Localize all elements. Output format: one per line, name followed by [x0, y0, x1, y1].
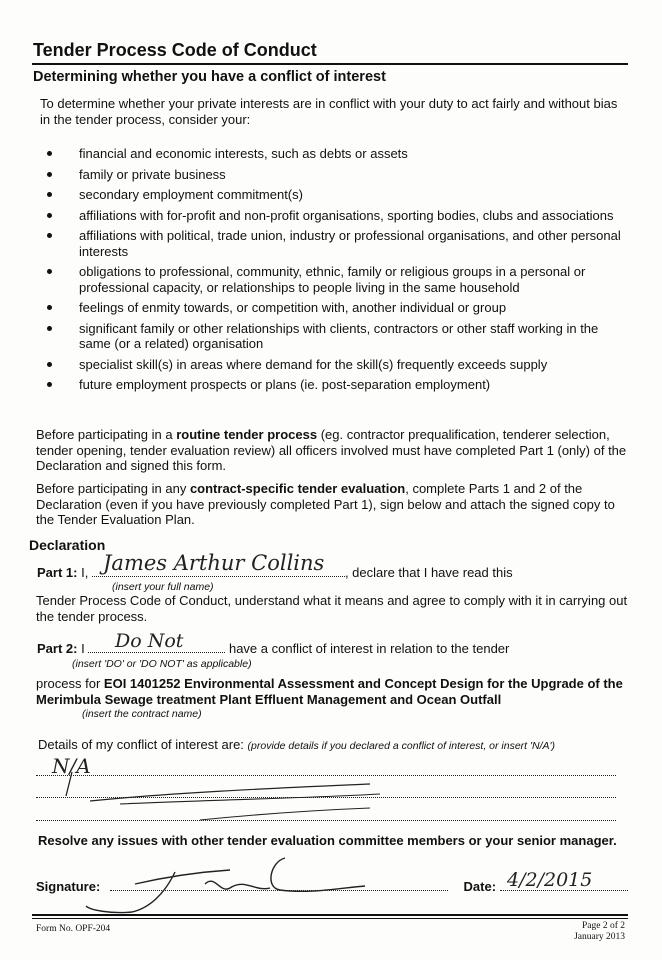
bullet-icon — [47, 362, 52, 367]
part1-continuation: Tender Process Code of Conduct, understand what it means and agree to comply with it in carrying out the tender process. — [36, 593, 628, 624]
bullet-icon — [47, 326, 52, 331]
bullet-icon — [47, 172, 52, 177]
declaration-heading: Declaration — [29, 537, 106, 553]
list-item: financial and economic interests, such as debts or assets — [40, 146, 630, 162]
list-item: affiliations with for-profit and non-profit organisations, sporting bodies, clubs and associations — [40, 208, 630, 224]
bullet-icon — [47, 233, 52, 238]
bullet-icon — [47, 305, 52, 310]
part2-line: Part 2: I have a conflict of interest in relation to the tender — [37, 641, 510, 656]
bullet-icon — [47, 269, 52, 274]
list-item: significant family or other relationships with clients, contractors or other staff working in the same (or a related) organisation — [40, 321, 630, 352]
footer-rule — [32, 914, 628, 916]
list-item: family or private business — [40, 167, 630, 183]
bullet-icon — [47, 151, 52, 156]
part2-label: Part 2: — [37, 641, 78, 656]
handwritten-date: 4/2/2015 — [507, 869, 593, 891]
contract-name-hint: (insert the contract name) — [82, 708, 202, 720]
resolve-instruction: Resolve any issues with other tender evaluation committee members or your senior manager. — [38, 833, 617, 848]
signature-label: Signature: — [36, 879, 101, 894]
handwritten-do-not: Do Not — [115, 630, 184, 652]
title-rule — [32, 63, 628, 65]
page-number: Page 2 of 2 — [581, 921, 625, 931]
list-item: obligations to professional, community, ethnic, family or religious groups in a personal or professional capacity, or relationships to people living in the same household — [40, 264, 630, 295]
revision-date: January 2013 — [574, 932, 625, 942]
handwritten-name: James Arthur Collins — [103, 551, 325, 575]
part1-line: Part 1: I, , declare that I have read this — [37, 565, 513, 580]
part1-label: Part 1: — [37, 565, 78, 580]
bullet-icon — [47, 192, 52, 197]
intro-paragraph: To determine whether your private interests are in conflict with your duty to act fairly and without bias in the tender process, consider your: — [40, 96, 618, 127]
section-subtitle: Determining whether you have a conflict of interest — [33, 69, 386, 85]
details-line: Details of my conflict of interest are: (provide details if you declared a conflict of interest, or insert 'N/A') — [38, 737, 556, 752]
bullet-icon — [47, 213, 52, 218]
list-item: affiliations with political, trade union, industry or professional organisations, and other personal interests — [40, 228, 630, 259]
handwritten-na: N/A — [52, 754, 91, 778]
form-number: Form No. OPF-204 — [36, 924, 111, 934]
conflict-bullet-list — [40, 146, 630, 398]
list-item: secondary employment commitment(s) — [40, 187, 630, 203]
list-item: future employment prospects or plans (ie. post-separation employment) — [40, 377, 630, 393]
page-info — [540, 921, 625, 943]
footer-rule-thin — [32, 918, 628, 919]
tender-process-name: process for EOI 1401252 Environmental Assessment and Concept Design for the Upgrade of the Merimbula Sewage treatment Plant Effluent Management and Ocean Outfall — [36, 676, 623, 707]
do-not-hint: (insert 'DO' or 'DO NOT' as applicable) — [72, 658, 252, 670]
list-item: feelings of enmity towards, or competition with, another individual or group — [40, 300, 630, 316]
contract-evaluation-note: Before participating in any contract-specific tender evaluation, complete Parts 1 and 2 of the Declaration (even if you have previously completed Part 1), sign below and attach the signed copy to the Tender Evaluation Plan. — [36, 481, 615, 527]
list-item: specialist skill(s) in areas where demand for the skill(s) frequently exceeds supply — [40, 357, 630, 373]
bullet-icon — [47, 382, 52, 387]
document-title: Tender Process Code of Conduct — [33, 40, 317, 60]
date-label: Date: — [463, 879, 497, 894]
signature-scribble — [80, 848, 380, 918]
strike-through-lines — [60, 770, 380, 830]
routine-process-note: Before participating in a routine tender process (eg. contractor prequalification, tenderer selection, tender opening, tender evaluation review) all officers involved must have completed Part 1 (only) of the Declaration and signed this form. — [36, 427, 627, 473]
name-hint: (insert your full name) — [112, 581, 214, 593]
